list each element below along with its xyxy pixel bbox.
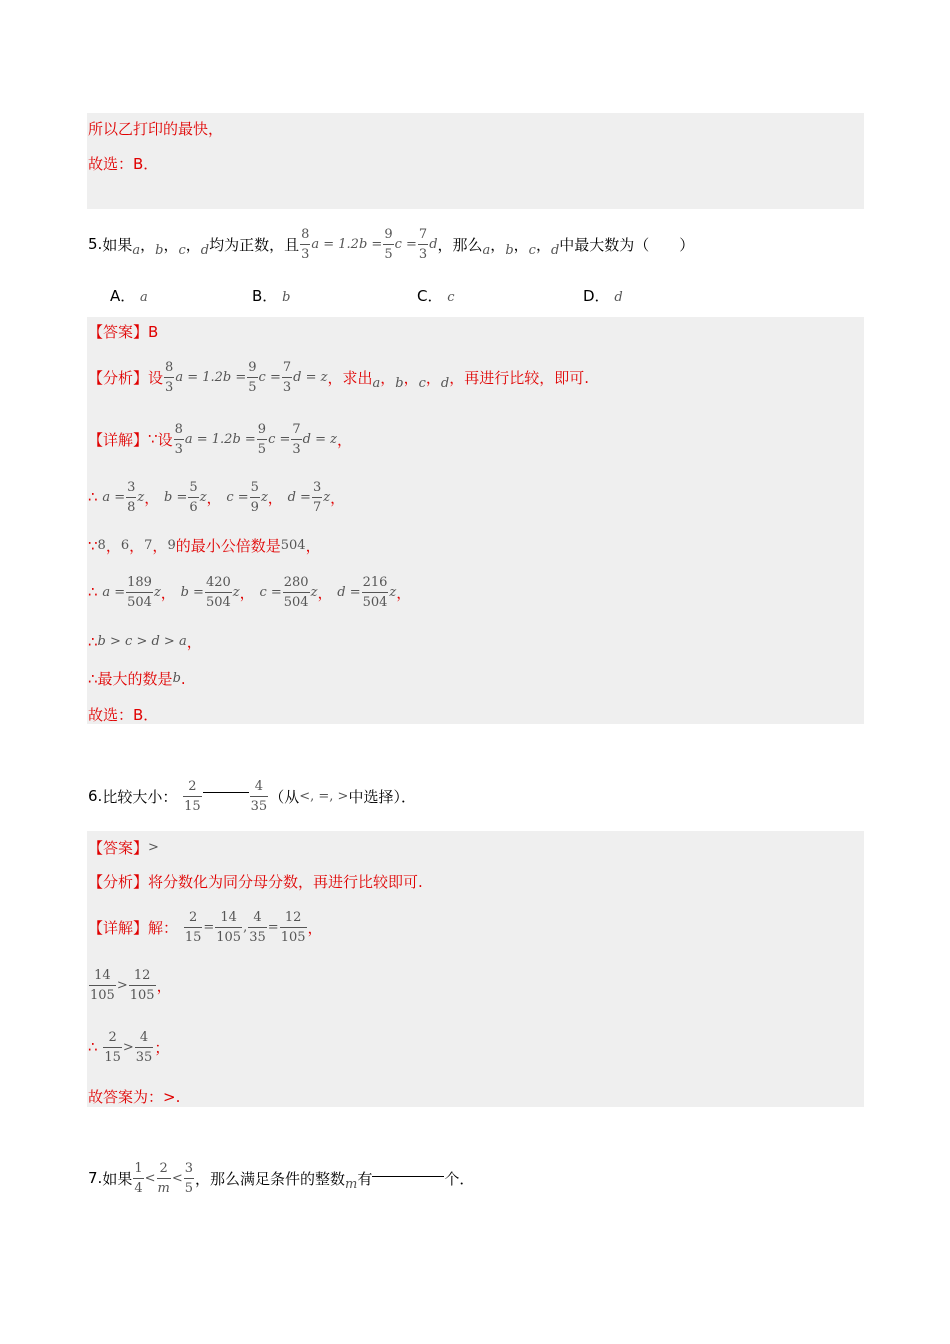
fraction: $\frac{7}{3}$ [282,359,292,395]
q5-order-line: ∴ b > c > d > a ， [88,632,202,651]
fraction: $\frac{5}{6}$ [189,479,198,515]
fraction: $\frac{4}{35}$ [250,778,268,814]
fraction: $\frac{4}{35}$ [135,1029,153,1065]
q6-analysis-line: 【分析】 将分数化为同分母分数，再进行比较即可. [88,873,423,891]
fraction: $\frac{8}{3}$ [174,421,183,457]
fraction: $\frac{3}{5}$ [184,1160,194,1196]
q5-answer-line: 【答案】 B [88,322,159,341]
q6-compare2-line: ∴ $\frac{2}{15}$ > $\frac{4}{35}$ ； [88,1029,170,1065]
fraction: $\frac{420}{504}$ [205,574,231,610]
q7-question: 7. 如果 $\frac{1}{4}$ < $\frac{2}{m}$ < $\frac{3}{5}$ ，那么满足条件的整数 m 有 个． [88,1160,475,1196]
fraction: $\frac{7}{3}$ [418,226,428,262]
q5-option-c[interactable]: C． c [417,287,455,305]
fraction: $\frac{189}{504}$ [127,574,152,610]
fraction: $\frac{8}{3}$ [301,226,310,262]
fraction: $\frac{2}{15}$ [104,1029,121,1065]
q5-largest-line: ∴ 最大的数是 b . [88,669,186,688]
q6-answer-line: 【答案】 > [88,839,159,857]
q5-option-d[interactable]: D． d [583,287,623,305]
fraction: $\frac{7}{3}$ [292,421,301,457]
q4-choice-line: 故选：B． [88,155,159,173]
q5-values2-line: ∴ a = $\frac{189}{504}$ z ， b = $\frac{420}{504}$ z ， c = $\frac{280}{504}$ z ， d = $\frac{216}{504}$ z ， [88,574,412,610]
answer-blank[interactable] [372,1164,444,1177]
q6-question: 6. 比较大小： $\frac{2}{15}$ $\frac{4}{35}$ （从 <, =, > 中选择）． [88,778,416,814]
fraction: $\frac{14}{105}$ [216,909,242,945]
fraction: $\frac{2}{15}$ [184,909,202,945]
q6-compare1-line: $\frac{14}{105}$ > $\frac{12}{105}$ ， [90,967,172,1003]
answer-blank[interactable] [203,780,249,793]
q5-lcm-line: ∵ 8 ， 6 ， 7 ， 9 的最小公倍数是 504 ， [88,536,321,555]
fraction: $\frac{280}{504}$ [283,574,309,610]
fraction: $\frac{216}{504}$ [362,574,388,610]
fraction: $\frac{3}{8}$ [127,479,136,515]
q5-option-b[interactable]: B． b [252,287,291,305]
q6-choice-line: 故答案为：>. [88,1088,181,1106]
fraction: $\frac{1}{4}$ [134,1160,143,1196]
q5-option-a[interactable]: A． a [110,287,148,305]
fraction: $\frac{5}{9}$ [250,479,259,515]
q5-choice-line: 故选：B． [88,706,159,724]
fraction: $\frac{9}{5}$ [257,421,267,457]
fraction: $\frac{12}{105}$ [129,967,155,1003]
fraction: $\frac{12}{105}$ [280,909,306,945]
q5-analysis-line: 【分析】 设 $\frac{8}{3}$ a = 1.2b = $\frac{9}{5}$ c = $\frac{7}{3}$ d = z ，求出 a ， b ， c ， d ，再进行比较，即可. [88,359,589,395]
fraction: $\frac{9}{5}$ [384,226,393,262]
q5-question: 5. 如果 a ， b ， c ， d 均为正数，且 $\frac{8}{3}$ a = 1.2b = $\frac{9}{5}$ c = $\frac{7}{3}$ d ，那么 a ， b ， c ， d 中最大数为（ ） [88,226,695,262]
q5-detail-line: 【详解】 ∵ 设 $\frac{8}{3}$ a = 1.2b = $\frac{9}{5}$ c = $\frac{7}{3}$ d = z ， [88,421,353,457]
fraction: $\frac{14}{105}$ [90,967,115,1003]
q5-values-line: ∴ a = $\frac{3}{8}$ z ， b = $\frac{5}{6}$ z ， c = $\frac{5}{9}$ z ， d = $\frac{3}{7}$ z ， [88,479,346,515]
fraction: $\frac{8}{3}$ [165,359,174,395]
fraction: $\frac{4}{35}$ [249,909,266,945]
fraction: $\frac{9}{5}$ [248,359,257,395]
fraction: $\frac{2}{m}$ [157,1160,170,1196]
fraction: $\frac{2}{15}$ [184,778,201,814]
fraction: $\frac{3}{7}$ [312,479,322,515]
q4-conclusion-line: 所以乙打印的最快， [88,120,224,138]
q6-detail-line: 【详解】 解： $\frac{2}{15}$ = $\frac{14}{105}$ , $\frac{4}{35}$ = $\frac{12}{105}$ ， [88,909,323,945]
